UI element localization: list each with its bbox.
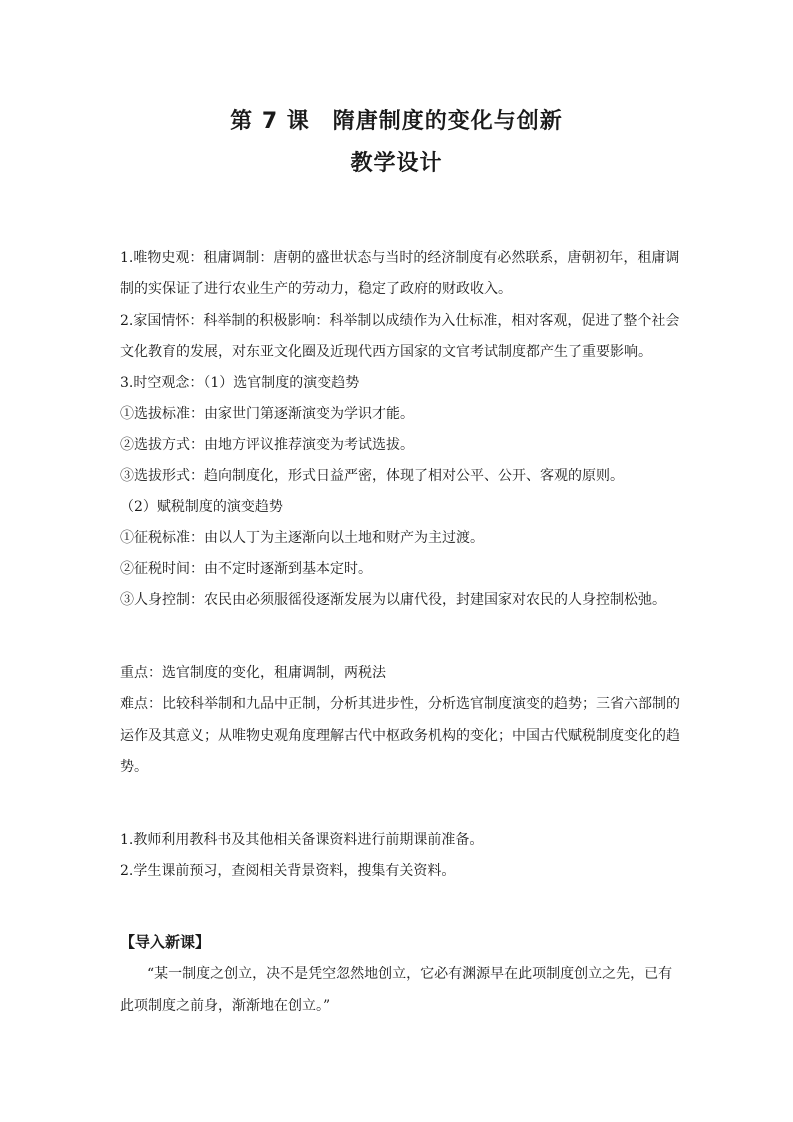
goal-line: ②选拔方式：由地方评议推荐演变为考试选拔。 (120, 437, 414, 453)
goal-line: ①征税标准：由以人丁为主逐渐向以土地和财产为主过渡。 (120, 530, 484, 546)
intro-quote-line: “某一制度之创立，决不是凭空忽然地创立，它必有渊源早在此项制度创立之先，已有 (147, 966, 673, 982)
goal-line: 1.唯物史观：租庸调制：唐朝的盛世状态与当时的经济制度有必然联系，唐朝初年，租庸调 (120, 250, 680, 266)
key-point-line: 势。 (120, 759, 148, 775)
goal-line: ③人身控制：农民由必须服徭役逐渐发展为以庸代役，封建国家对农民的人身控制松弛。 (120, 592, 666, 608)
goal-line: 制的实保证了进行农业生产的劳动力，稳定了政府的财政收入。 (120, 281, 512, 297)
key-point-line: 运作及其意义；从唯物史观角度理解古代中枢政务机构的变化；中国古代赋税制度变化的趋 (120, 728, 680, 744)
preparation-line: 2.学生课前预习，查阅相关背景资料，搜集有关资料。 (120, 863, 456, 879)
intro-heading: 【导入新课】 (120, 933, 211, 951)
goal-line: ①选拔标准：由家世门第逐渐演变为学识才能。 (120, 406, 414, 422)
key-point-line: 重点：选官制度的变化，租庸调制，两税法 (120, 665, 386, 681)
preparation-line: 1.教师利用教科书及其他相关备课资料进行前期课前准备。 (120, 832, 484, 848)
intro-quote-line: 此项制度之前身，渐渐地在创立。” (120, 998, 331, 1014)
page-subtitle: 教学设计 (350, 151, 443, 176)
goal-line: 文化教育的发展，对东亚文化圈及近现代西方国家的文官考试制度都产生了重要影响。 (120, 344, 652, 360)
page-title: 第 7 课 隋唐制度的变化与创新 (230, 109, 563, 134)
goal-line: （2）赋税制度的演变趋势 (120, 499, 283, 515)
goal-line: 3.时空观念：（1）选官制度的演变趋势 (120, 375, 360, 391)
goal-line: ②征税时间：由不定时逐渐到基本定时。 (120, 561, 372, 577)
goal-line: ③选拔形式：趋向制度化，形式日益严密，体现了相对公平、公开、客观的原则。 (120, 468, 624, 484)
goal-line: 2.家国情怀：科举制的积极影响：科举制以成绩作为入仕标准，相对客观，促进了整个社会 (120, 313, 680, 329)
key-point-line: 难点：比较科举制和九品中正制，分析其进步性，分析选官制度演变的趋势；三省六部制的 (120, 696, 680, 712)
